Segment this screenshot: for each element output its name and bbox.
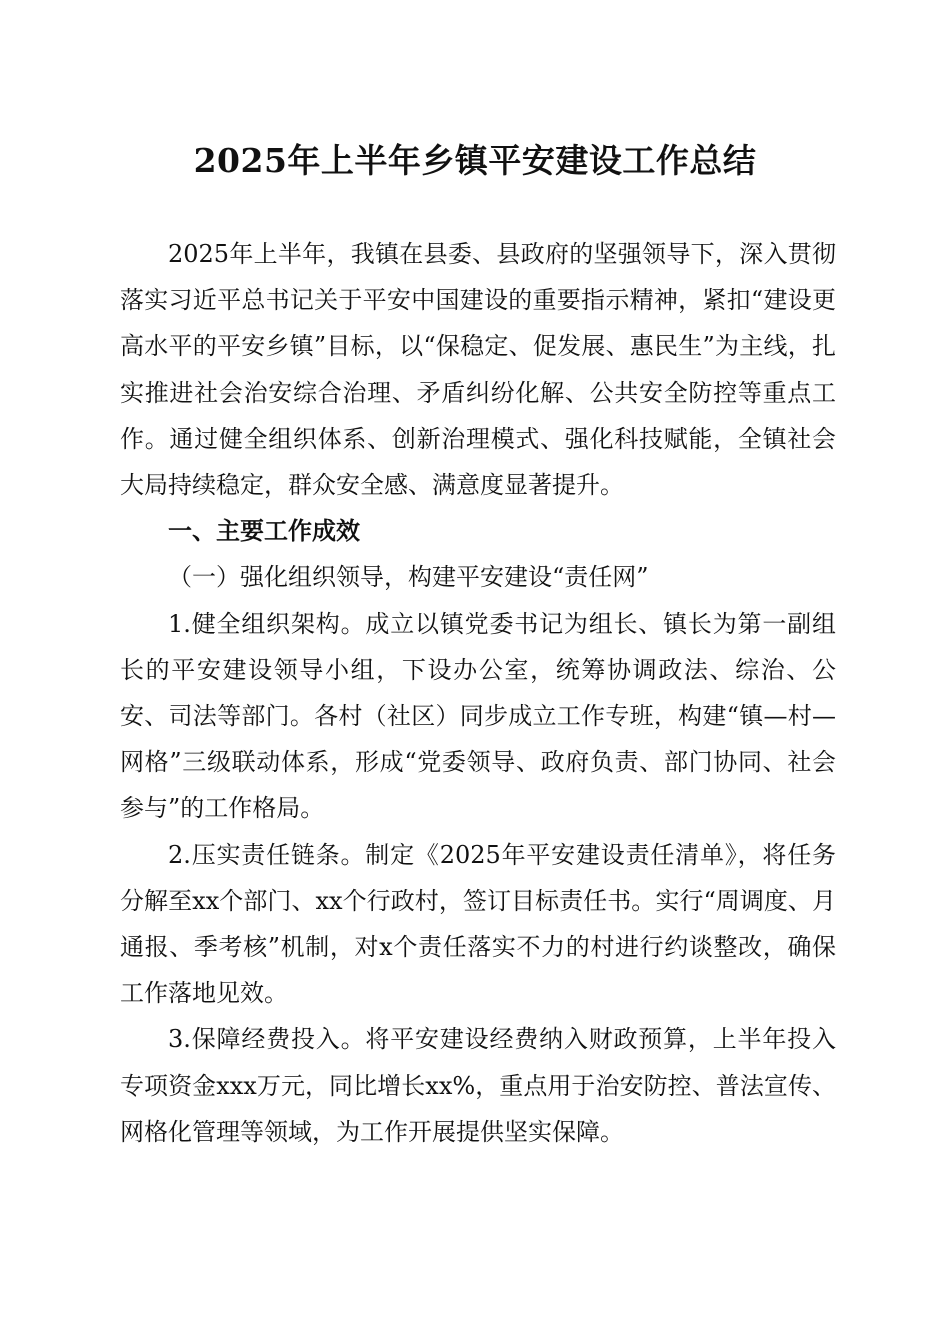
- item-paragraph: 2.压实责任链条。制定《2025年平安建设责任清单》，将任务分解至xx个部门、xx个行政村，签订目标责任书。实行“周调度、月通报、季考核”机制，对x个责任落实不力的村进行约谈整改，确保工作落地见效。: [120, 840, 836, 1008]
- subsection-heading: （一）强化组织领导，构建平安建设“责任网”: [168, 563, 649, 592]
- document-body: [120, 231, 836, 1155]
- section-heading: 一、主要工作成效: [168, 517, 360, 546]
- item-paragraph: 1.健全组织架构。成立以镇党委书记为组长、镇长为第一副组长的平安建设领导小组，下设办公室，统筹协调政法、综治、公安、司法等部门。各村（社区）同步成立工作专班，构建“镇—村—网格”三级联动体系，形成“党委领导、政府负责、部门协同、社会参与”的工作格局。: [120, 609, 836, 823]
- intro-paragraph: 2025年上半年，我镇在县委、县政府的坚强领导下，深入贯彻落实习近平总书记关于平安中国建设的重要指示精神，紧扣“建设更高水平的平安乡镇”目标，以“保稳定、促发展、惠民生”为主线，扎实推进社会治安综合治理、矛盾纠纷化解、公共安全防控等重点工作。通过健全组织体系、创新治理模式、强化科技赋能，全镇社会大局持续稳定，群众安全感、满意度显著提升。: [120, 240, 836, 500]
- item-paragraph: 3.保障经费投入。将平安建设经费纳入财政预算，上半年投入专项资金xxx万元，同比增长xx%，重点用于治安防控、普法宣传、网格化管理等领域，为工作开展提供坚实保障。: [120, 1025, 836, 1146]
- document-title: 2025年上半年乡镇平安建设工作总结: [193, 141, 757, 180]
